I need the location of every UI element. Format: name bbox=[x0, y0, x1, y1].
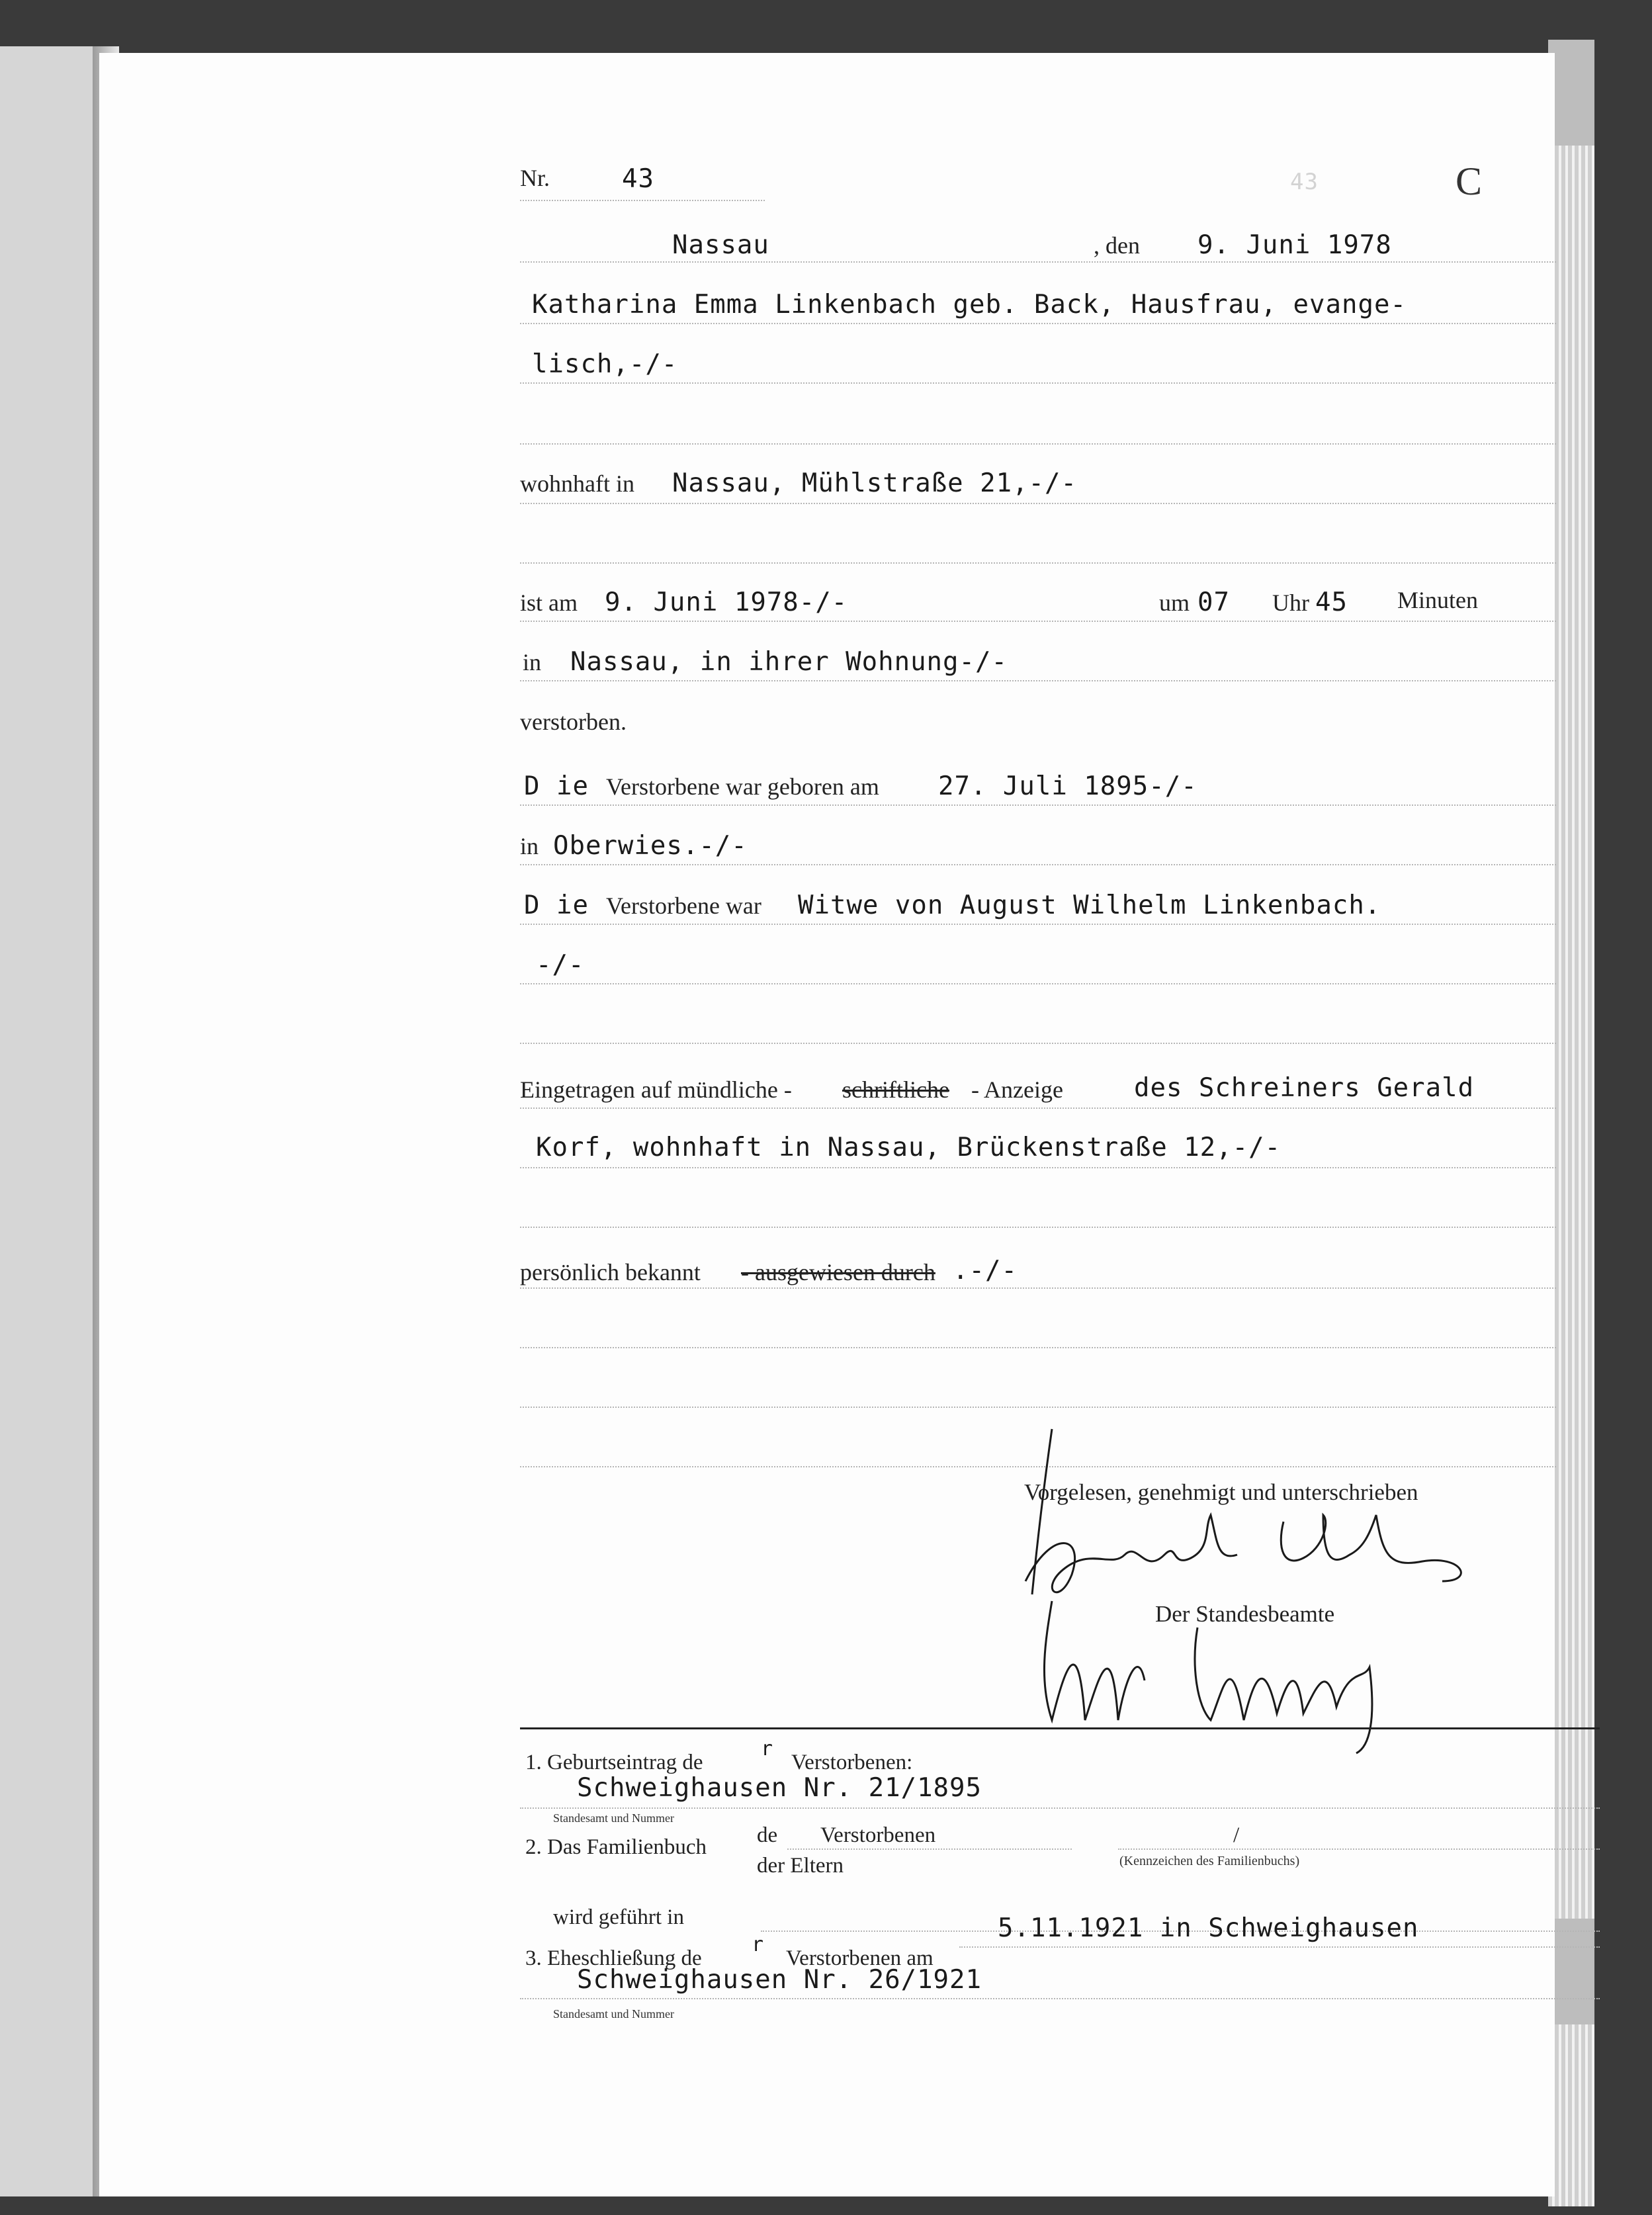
register-letter: C bbox=[1456, 159, 1483, 203]
registration-rule bbox=[520, 1108, 1556, 1109]
marital-label: Verstorbene war bbox=[606, 892, 761, 919]
nr-value: 43 bbox=[622, 164, 654, 194]
footer-item3-value1: 5.11.1921 in Schweighausen bbox=[998, 1913, 1419, 1943]
registration-label-start: Eingetragen auf mündliche - bbox=[520, 1076, 792, 1103]
registrar-signature bbox=[1025, 1588, 1489, 1760]
identity-rule bbox=[520, 1287, 1556, 1289]
residence-label: wohnhaft in bbox=[520, 470, 634, 497]
date-value: 9. Juni 1978 bbox=[1197, 230, 1392, 260]
footer-item2-option-rule bbox=[787, 1848, 1072, 1850]
birth-place: Oberwies.-/- bbox=[553, 831, 748, 861]
name-rule-1 bbox=[520, 323, 1556, 324]
footer-item2-caption: (Kennzeichen des Familienbuchs) bbox=[1119, 1854, 1300, 1868]
residence-rule-2 bbox=[520, 562, 1556, 564]
footer-item1-value: Schweighausen Nr. 21/1895 bbox=[577, 1773, 982, 1803]
footer-item3-value2: Schweighausen Nr. 26/1921 bbox=[577, 1965, 982, 1995]
deceased-name-line1: Katharina Emma Linkenbach geb. Back, Hausfrau, evange- bbox=[532, 290, 1407, 320]
footer-item3-rule-1 bbox=[959, 1946, 1600, 1948]
marital-rule-2 bbox=[520, 983, 1556, 984]
footer-item1-rule bbox=[520, 1807, 1600, 1809]
birth-prefix: D ie bbox=[524, 771, 589, 801]
um-label: um bbox=[1159, 589, 1190, 616]
death-place-rule bbox=[520, 680, 1556, 681]
footer-item3-label: 3. Eheschließung de bbox=[525, 1946, 702, 1970]
marital-rule-3 bbox=[520, 1043, 1556, 1044]
registration-struck: schriftliche bbox=[842, 1076, 949, 1103]
footer-item2-slash: / bbox=[1233, 1823, 1240, 1847]
marital-value: Witwe von August Wilhelm Linkenbach. bbox=[798, 890, 1381, 920]
place-value: Nassau bbox=[672, 230, 769, 260]
residence-value: Nassau, Mühlstraße 21,-/- bbox=[672, 468, 1077, 498]
registration-label-end: - Anzeige bbox=[971, 1076, 1063, 1103]
death-hour: 07 bbox=[1197, 587, 1230, 617]
death-place-value: Nassau, in ihrer Wohnung-/- bbox=[570, 647, 1008, 677]
bleed-through-text: 43 bbox=[1290, 169, 1319, 195]
footer-item2-option2: der Eltern bbox=[757, 1854, 844, 1878]
marital-cont: -/- bbox=[536, 950, 585, 980]
identity-value: .-/- bbox=[953, 1256, 1018, 1285]
footer-item3-label2: Verstorbenen am bbox=[786, 1946, 934, 1970]
death-register-page bbox=[99, 53, 1555, 2196]
place-date-rule bbox=[520, 261, 1556, 263]
birth-date-rule bbox=[520, 804, 1556, 806]
page-stack-edge bbox=[1548, 63, 1594, 2206]
footer-item1-label2: Verstorbenen: bbox=[791, 1751, 913, 1774]
birth-place-rule bbox=[520, 864, 1556, 865]
blank-rule-2 bbox=[520, 1407, 1556, 1408]
left-page-edge bbox=[0, 46, 99, 2196]
nr-label: Nr. bbox=[520, 165, 550, 191]
informant-rule bbox=[520, 1167, 1556, 1168]
footer-item2-label: 2. Das Familienbuch bbox=[525, 1835, 707, 1859]
footer-item2-rule bbox=[1118, 1848, 1600, 1850]
footer-item1-sup: r bbox=[761, 1737, 773, 1760]
blank-rule-1 bbox=[520, 1347, 1556, 1348]
nr-rule bbox=[520, 200, 765, 201]
informant-rule-2 bbox=[520, 1227, 1556, 1228]
minutes-label: Minuten bbox=[1397, 587, 1478, 613]
footer-item3-caption: Standesamt und Nummer bbox=[553, 2007, 674, 2020]
verstorben-label: verstorben. bbox=[520, 709, 627, 735]
name-rule-2 bbox=[520, 382, 1556, 384]
name-rule-3 bbox=[520, 443, 1556, 445]
marital-rule bbox=[520, 924, 1556, 925]
informant-line2: Korf, wohnhaft in Nassau, Brückenstraße 12,-/- bbox=[536, 1133, 1282, 1162]
death-minute: 45 bbox=[1315, 587, 1348, 617]
deceased-name-line2: lisch,-/- bbox=[532, 349, 678, 379]
death-date-label: ist am bbox=[520, 589, 578, 616]
footer-item3-rule-2 bbox=[520, 1998, 1600, 1999]
footer-item2-de: de bbox=[757, 1823, 778, 1847]
death-place-label: in bbox=[523, 649, 542, 675]
footer-divider bbox=[520, 1727, 1600, 1729]
death-date-rule bbox=[520, 621, 1556, 622]
residence-rule bbox=[520, 503, 1556, 504]
registrar-label: Der Standesbeamte bbox=[1155, 1601, 1335, 1627]
birth-date: 27. Juli 1895-/- bbox=[938, 771, 1197, 801]
identity-label: persönlich bekannt bbox=[520, 1259, 701, 1285]
date-label: , den bbox=[1094, 232, 1140, 259]
top-corner-protector bbox=[1548, 40, 1594, 146]
footer-item2-option1: Verstorbenen bbox=[820, 1823, 936, 1847]
footer-item1-caption: Standesamt und Nummer bbox=[553, 1811, 674, 1825]
bottom-corner-protector bbox=[1548, 1919, 1594, 2024]
informant-line1: des Schreiners Gerald bbox=[1134, 1073, 1475, 1103]
footer-item2-cont: wird geführt in bbox=[553, 1905, 684, 1929]
footer-item1-label: 1. Geburtseintrag de bbox=[525, 1751, 703, 1774]
birth-label: Verstorbene war geboren am bbox=[606, 773, 879, 800]
marital-prefix: D ie bbox=[524, 890, 589, 920]
footer-item3-sup: r bbox=[752, 1933, 764, 1956]
read-approved-label: Vorgelesen, genehmigt und unterschrieben bbox=[1024, 1479, 1418, 1505]
identity-struck: - ausgewiesen durch bbox=[741, 1259, 935, 1285]
death-date-value: 9. Juni 1978-/- bbox=[605, 587, 848, 617]
birth-place-label: in bbox=[520, 833, 539, 859]
uhr-label: Uhr bbox=[1272, 589, 1309, 616]
